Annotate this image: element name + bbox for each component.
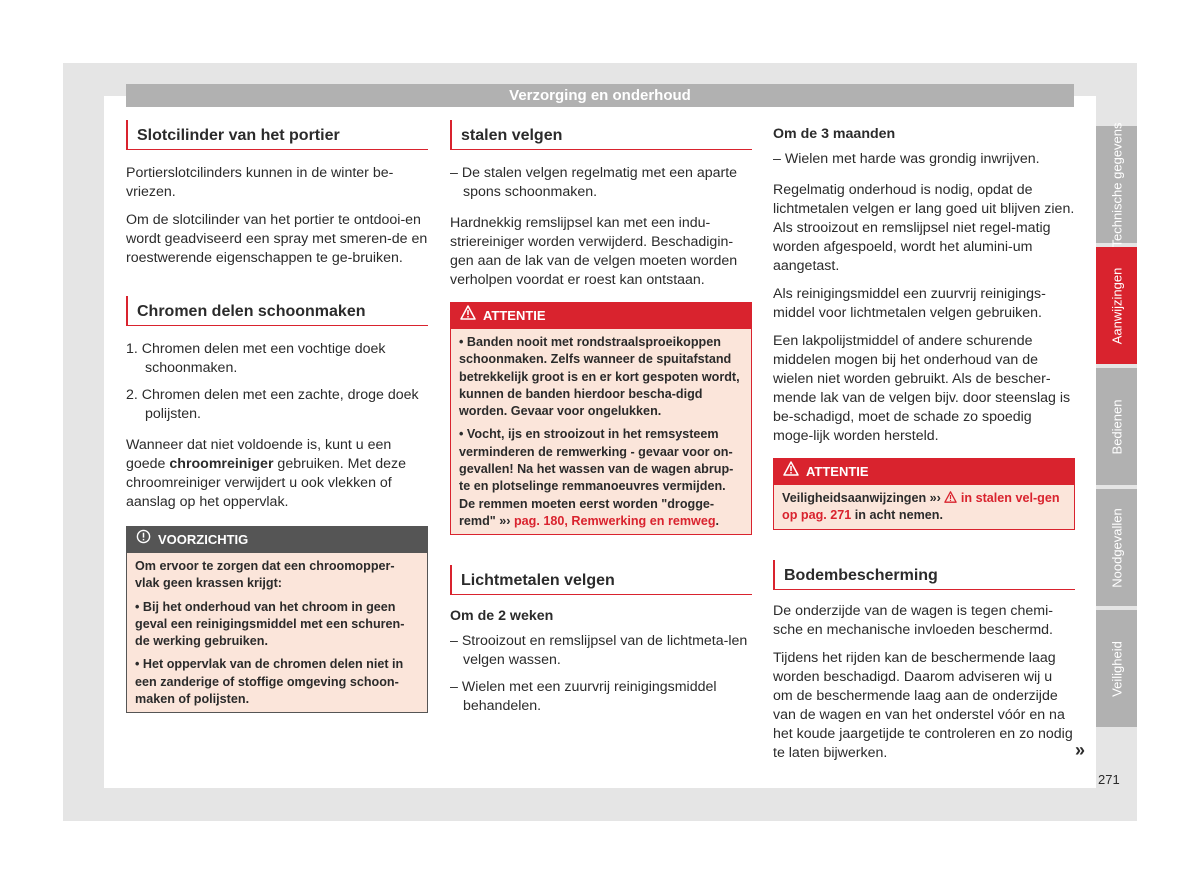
tab-label: Aanwijzingen [1109,267,1124,344]
bold-term: chroomreiniger [169,456,274,472]
text: • Vocht, ijs en strooizout in het remsysteem verminderen de remwerking - gevaar voor on-gevallen! Na het wassen van de wagen abrup-te en plotselinge remmanoeuvres vermijden. De remmen moeten eerst worden "drogge-remd" »› [459,427,734,528]
caution-box [126,526,428,713]
paragraph: Tijdens het rijden kan de beschermende laag worden beschadigd. Daarom adviseren wij u om de beschermende laag aan de onderzijde van de wagen en van het onderstel vóór en na het koude jaargetijde te controleren en zo nodig te laten bijwerken. [773,649,1073,761]
list-item: 1. Chromen delen met een vochtige doek schoonmaken. [126,341,386,376]
tab-noodgevallen[interactable] [1096,489,1137,606]
paragraph: Hardnekkig remslijpsel kan met een indu-striereiniger worden verwijderd. Beschadigin-gen aan de lak van de velgen moeten worden verholpen voordat er roest kan ontstaan. [450,215,738,288]
text: . [715,513,720,528]
column-1 [126,120,428,713]
warning-label: ATTENTIE [483,308,546,323]
dash-item: – Wielen met een zuurvrij reinigingsmiddel behandelen. [450,679,717,715]
warning-header [774,459,1074,485]
dash-item: – Wielen met harde was grondig inwrijven. [773,151,1040,167]
text: gebruiken. Met deze chroomreiniger verwijdert u ook vlekken of aanslag op het oppervlak. [126,456,406,510]
warning-body [451,329,751,534]
page-reference-link[interactable]: pag. 180, Remwerking en remweg [513,513,716,528]
warning-triangle-icon [944,491,957,505]
paragraph: De onderzijde van de wagen is tegen chemi-sche en mechanische invloeden beschermd. [773,602,1053,638]
subheading: Om de 2 weken [450,608,554,625]
warning-box [450,302,752,535]
continue-marker: » [1075,740,1086,760]
page-reference-link[interactable]: in stalen vel-gen op pag. 271 [782,491,1060,523]
heading-bodembescherming: Bodembescherming [773,560,1075,590]
tab-label: Veiligheid [1109,640,1124,697]
heading-stalen-velgen: stalen velgen [450,120,752,150]
dash-item: – Strooizout en remslijpsel van de lichtmeta-len velgen wassen. [450,633,748,669]
tab-label: Bedienen [1109,399,1124,454]
caution-text: Om ervoor te zorgen dat een chroomopper-vlak geen krassen krijgt: [135,559,395,591]
warning-text [782,490,1066,525]
tab-bedienen[interactable] [1096,368,1137,485]
tab-technische-gegevens[interactable] [1096,121,1137,248]
caution-text: • Bij het onderhoud van het chroom in geen geval een reinigingsmiddel met een schuren-de werking gebruiken. [135,599,405,649]
paragraph [126,436,428,512]
list-item: 2. Chromen delen met een zachte, droge doek polijsten. [126,387,419,422]
tab-aanwijzingen[interactable] [1096,247,1137,364]
column-2 [450,120,752,724]
section-header: Verzorging en onderhoud [126,84,1074,107]
page-number: 271 [1098,772,1120,787]
warning-text: • Banden nooit met rondstraalsproeikoppen schoonmaken. Zelfs wanneer de spuitafstand betrekkelijk groot is en er kort gespoten wordt, kunnen de banden hierdoor bescha-digd worden. Gevaar voor ongelukken. [459,335,740,419]
paragraph: Als reinigingsmiddel een zuurvrij reinigings-middel voor lichtmetalen velgen gebruiken. [773,286,1046,321]
caution-body [127,553,427,712]
subheading: Om de 3 maanden [773,126,896,142]
paragraph: Om de slotcilinder van het portier te ontdooi-en wordt geadviseerd een spray met smeren-de en roestwerende eigenschappen te ge-bruiken. [126,212,428,266]
column-3 [773,120,1075,772]
caution-text: • Het oppervlak van de chromen delen niet in een zanderige of stoffige omgeving schoon-maken of polijsten. [135,657,404,707]
heading-chromen: Chromen delen schoonmaken [126,296,428,326]
caution-header [127,527,427,553]
warning-triangle-icon [783,459,799,485]
text: Veiligheidsaanwijzingen »› [782,491,945,505]
warning-triangle-icon [460,303,476,329]
tab-label: Technische gegevens [1109,121,1124,248]
warning-body [774,485,1074,529]
warning-header [451,303,751,329]
paragraph: Regelmatig onderhoud is nodig, opdat de lichtmetalen velgen er lang goed uit blijven zien. Als strooizout en remslijpsel niet regel-matig worden afgespoeld, wordt het alumini-um aangetast. [773,182,1075,274]
caution-label: VOORZICHTIG [158,532,249,547]
warning-box [773,458,1075,530]
text: in acht nemen. [851,508,943,523]
dash-item: – De stalen velgen regelmatig met een aparte spons schoonmaken. [450,165,738,200]
text: Wanneer dat niet voldoende is, kunt u een goede [126,437,392,472]
paragraph: Een lakpolijstmiddel of andere schurende middelen mogen bij het onderhoud van de wielen niet worden gebruikt. Als de bescher-mende lak van de velgen bijv. door steenslag is be-schadigd, moet de schade zo spoedig moge-lijk worden hersteld. [773,333,1071,444]
tab-veiligheid[interactable] [1096,610,1137,727]
tab-label: Noodgevallen [1109,507,1124,588]
exclamation-circle-icon [136,527,151,553]
heading-lichtmetalen: Lichtmetalen velgen [450,565,752,595]
warning-text [459,426,743,530]
warning-label: ATTENTIE [806,464,869,479]
paragraph: Portierslotcilinders kunnen in de winter be-vriezen. [126,165,394,200]
heading-slotcilinder: Slotcilinder van het portier [126,120,428,150]
